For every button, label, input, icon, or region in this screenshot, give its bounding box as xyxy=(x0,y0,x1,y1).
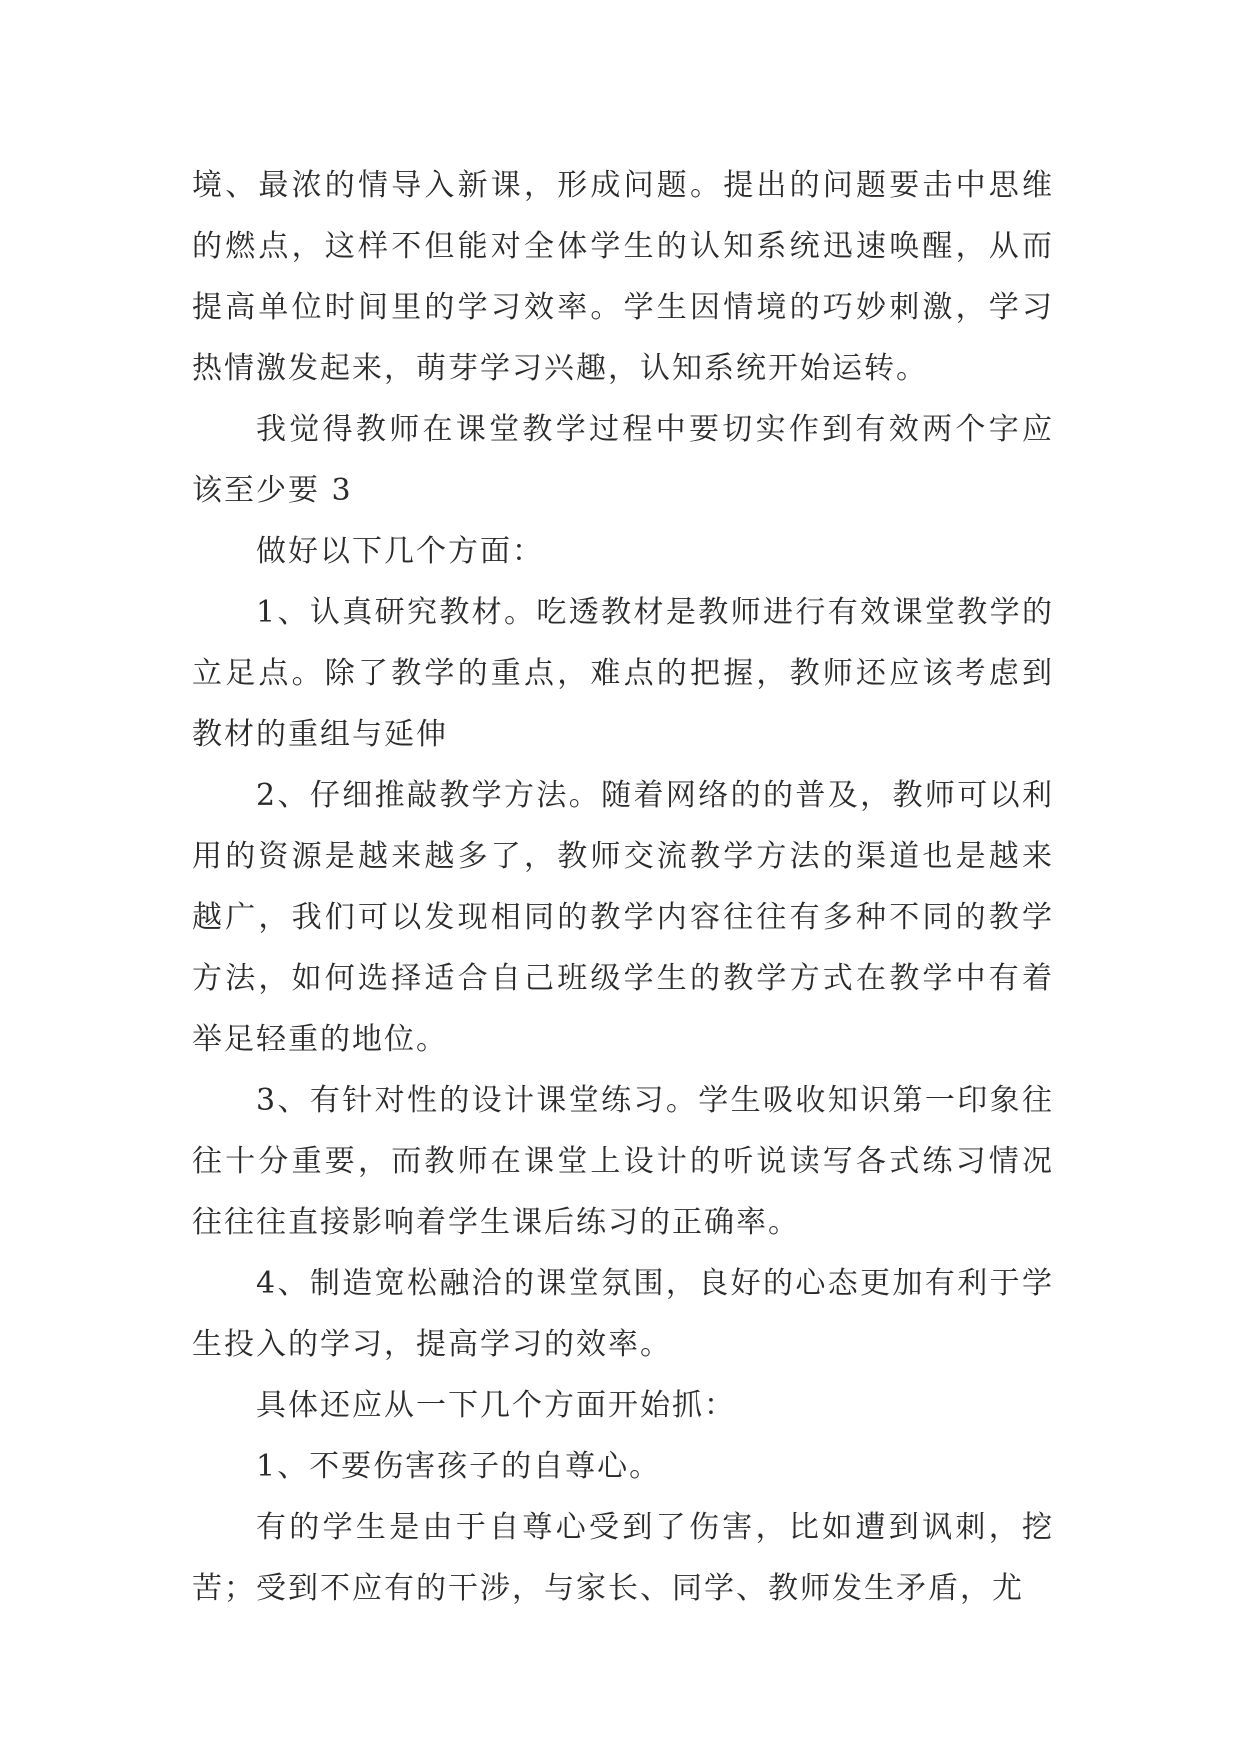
paragraph-1: 境、最浓的情导入新课，形成问题。提出的问题要击中思维的燃点，这样不但能对全体学生的认知系统迅速唤醒，从而提高单位时间里的学习效率。学生因情境的巧妙刺激，学习热情激发起来，萌芽学习兴趣，认知系统开始运转。 xyxy=(192,168,1054,386)
paragraph-9: 1、不要伤害孩子的自尊心。 xyxy=(256,1449,662,1484)
paragraph-5: 2、仔细推敲教学方法。随着网络的的普及，教师可以利用的资源是越来越多了，教师交流教学方法的渠道也是越来越广，我们可以发现相同的教学内容往往有多种不同的教学方法，如何选择适合自己班级学生的教学方式在教学中有着举足轻重的地位。 xyxy=(192,778,1054,1057)
paragraph-10: 有的学生是由于自尊心受到了伤害，比如遭到讽刺，挖苦；受到不应有的干涉，与家长、同学、教师发生矛盾，尤 xyxy=(192,1510,1054,1606)
paragraph-8: 具体还应从一下几个方面开始抓： xyxy=(256,1388,736,1423)
document-page xyxy=(192,155,1054,1619)
paragraph-2: 我觉得教师在课堂教学过程中要切实作到有效两个字应该至少要 3 xyxy=(192,412,1054,508)
paragraph-6: 3、有针对性的设计课堂练习。学生吸收知识第一印象往往十分重要，而教师在课堂上设计的听说读写各式练习情况往往往直接影响着学生课后练习的正确率。 xyxy=(192,1083,1054,1240)
paragraph-7: 4、制造宽松融洽的课堂氛围，良好的心态更加有利于学生投入的学习，提高学习的效率。 xyxy=(192,1266,1054,1362)
paragraph-4: 1、认真研究教材。吃透教材是教师进行有效课堂教学的立足点。除了教学的重点，难点的把握，教师还应该考虑到教材的重组与延伸 xyxy=(192,595,1054,752)
paragraph-3: 做好以下几个方面： xyxy=(256,534,544,569)
